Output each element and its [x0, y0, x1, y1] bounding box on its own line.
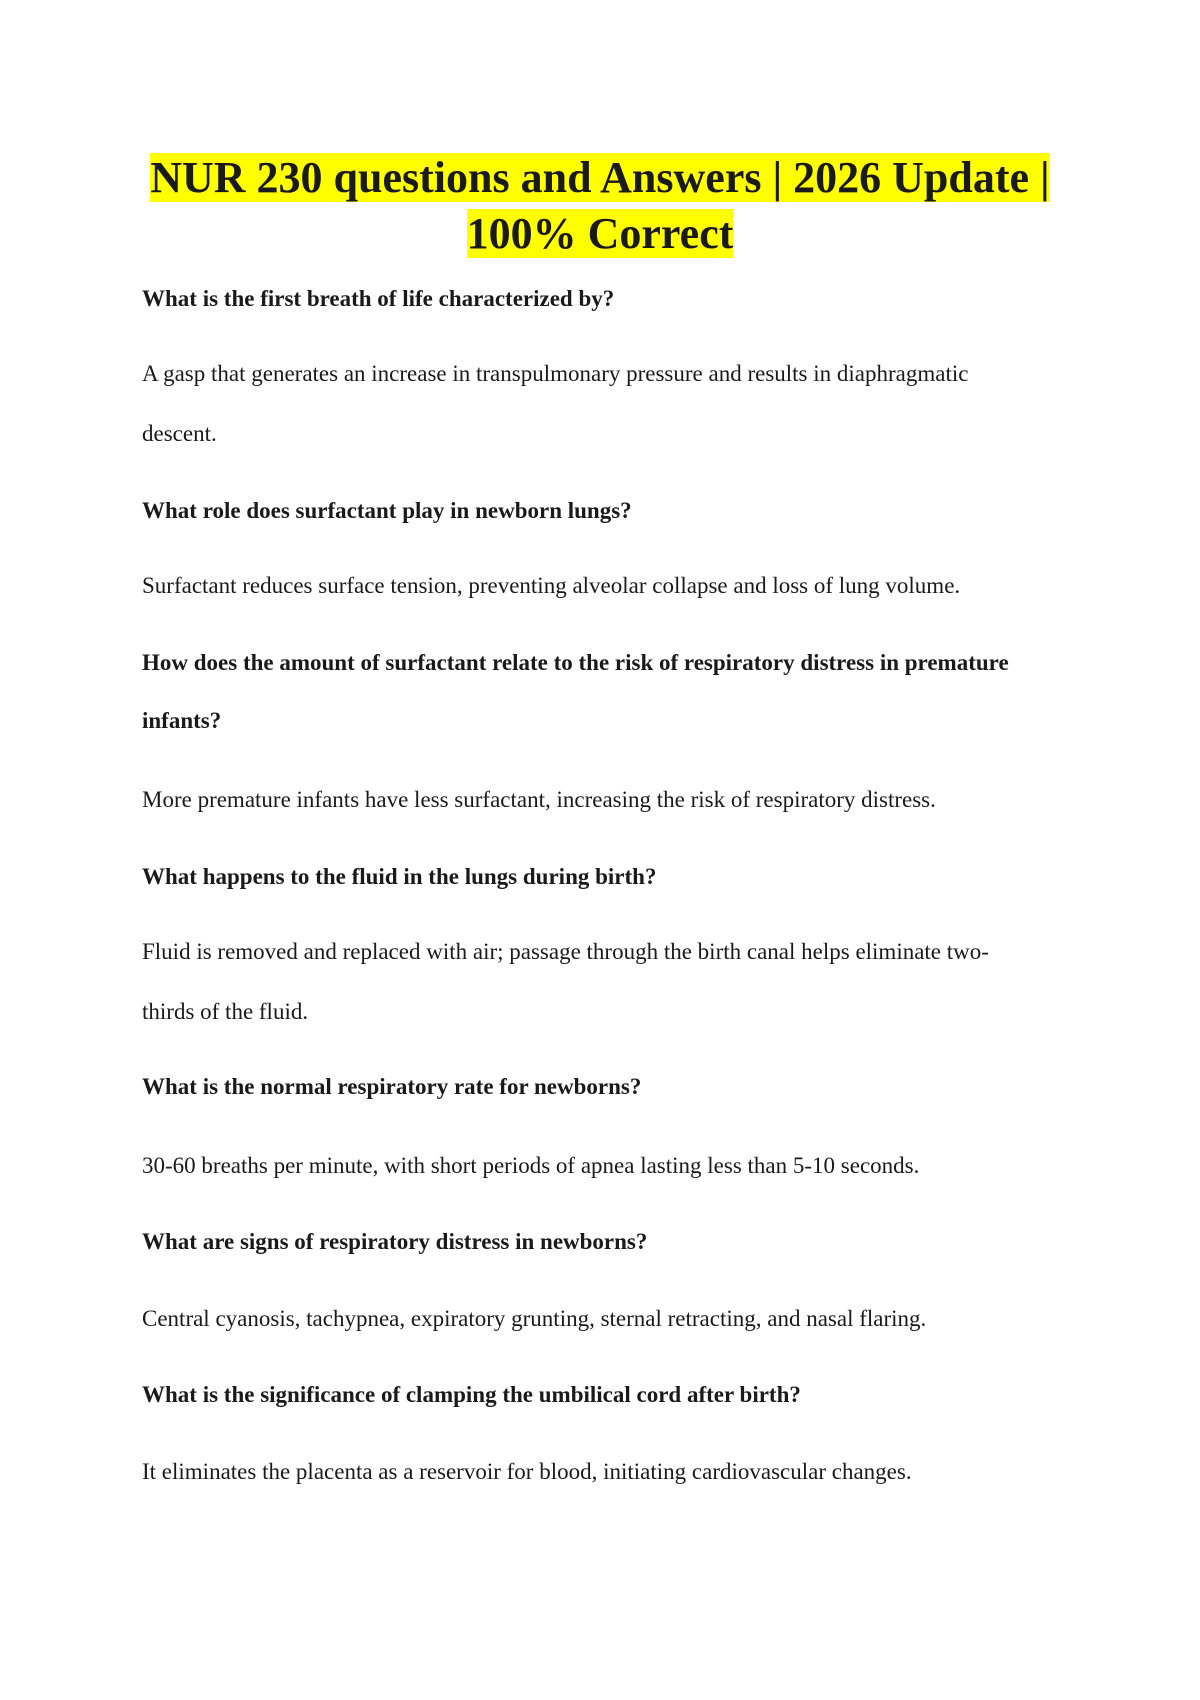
title-line-2: 100% Correct [466, 209, 734, 258]
question-6: What are signs of respiratory distress in newborns? [142, 1229, 648, 1254]
question-2: What role does surfactant play in newborn lungs? [142, 498, 632, 523]
page-title [150, 150, 1050, 262]
answer-6-line-1: Central cyanosis, tachypnea, expiratory grunting, sternal retracting, and nasal flaring. [142, 1306, 927, 1331]
title-line-1: NUR 230 questions and Answers | 2026 Update | [150, 153, 1050, 202]
answer-1-line-2: descent. [142, 421, 217, 446]
question-7: What is the significance of clamping the umbilical cord after birth? [142, 1382, 801, 1407]
answer-3-line-1: More premature infants have less surfactant, increasing the risk of respiratory distress. [142, 787, 936, 812]
question-3-line-1: How does the amount of surfactant relate to the risk of respiratory distress in premature [142, 650, 1009, 675]
answer-2-line-1: Surfactant reduces surface tension, preventing alveolar collapse and loss of lung volume. [142, 573, 961, 598]
question-3-line-2: infants? [142, 708, 222, 733]
answer-4-line-1: Fluid is removed and replaced with air; passage through the birth canal helps eliminate two- [142, 939, 989, 964]
question-4: What happens to the fluid in the lungs during birth? [142, 864, 657, 889]
question-5: What is the normal respiratory rate for newborns? [142, 1074, 642, 1099]
answer-7-line-1: It eliminates the placenta as a reservoir for blood, initiating cardiovascular changes. [142, 1459, 912, 1484]
answer-1-line-1: A gasp that generates an increase in transpulmonary pressure and results in diaphragmatic [142, 361, 969, 386]
answer-5-line-1: 30-60 breaths per minute, with short periods of apnea lasting less than 5-10 seconds. [142, 1153, 920, 1178]
answer-4-line-2: thirds of the fluid. [142, 999, 309, 1024]
question-1: What is the first breath of life characterized by? [142, 286, 615, 311]
